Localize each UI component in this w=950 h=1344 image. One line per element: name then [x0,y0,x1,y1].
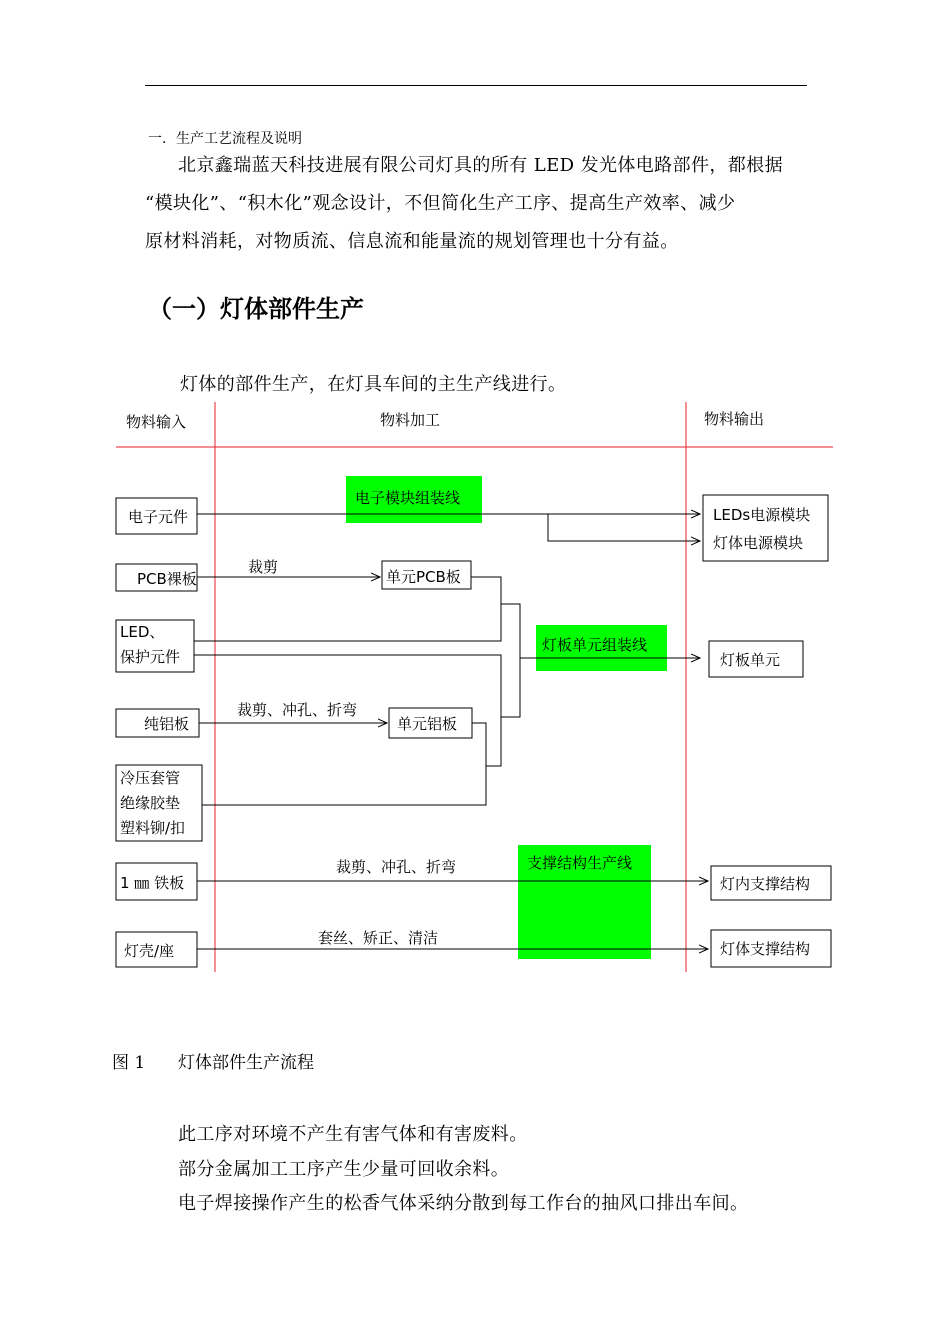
input-misc-3: 塑料铆/扣 [120,819,186,837]
figure-caption-text: 灯体部件生产流程 [178,1053,314,1073]
flow-misc [202,766,486,805]
paragraph-line-2: “模块化”、“积木化”观念设计，不但简化生产工序、提高生产效率、减少 [145,193,736,214]
header-input: 物料输入 [126,413,187,431]
paragraph-line-3: 原材料消耗，对物质流、信息流和能量流的规划管理也十分有益。 [145,231,679,252]
output-inner-support: 灯内支撑结构 [720,875,811,893]
flow-led-1 [194,604,501,641]
section-title: 一．生产工艺流程及说明 [148,131,302,147]
unit-pcb-label: 单元PCB板 [386,568,461,586]
note-3: 电子焊接操作产生的松香气体采纳分散到每工作台的抽风口排出车间。 [178,1193,749,1214]
op-cut-punch-bend-iron: 裁剪、冲孔、折弯 [336,858,457,876]
unit-al-label: 单元铝板 [397,715,458,733]
flow-electronic-body-power [548,514,700,541]
input-misc-2: 绝缘胶垫 [120,794,181,812]
input-electronic: 电子元件 [128,508,189,526]
output-body-support: 灯体支撑结构 [720,940,811,958]
panel-line-label: 灯板单元组装线 [542,636,648,654]
paragraph-line-1: 北京鑫瑞蓝天科技进展有限公司灯具的所有 LED 发光体电路部件，都根据 [178,155,783,176]
intro-text: 灯体的部件生产，在灯具车间的主生产线进行。 [180,374,567,395]
output-panel: 灯板单元 [720,651,781,669]
header-output: 物料输出 [704,410,765,428]
input-aluminum: 纯铝板 [144,715,190,733]
output-power-1: LEDs电源模块 [713,506,811,524]
flow-al-to-panel [472,717,501,766]
input-shell: 灯壳/座 [124,942,175,960]
output-power-2: 灯体电源模块 [713,534,804,552]
electronic-line-label: 电子模块组装线 [355,489,461,507]
op-cut: 裁剪 [248,558,279,576]
input-pcb: PCB裸板 [137,570,197,588]
input-led-2: 保护元件 [120,648,181,666]
subheading: （一）灯体部件生产 [148,295,364,323]
note-1: 此工序对环境不产生有害气体和有害废料。 [178,1124,528,1145]
op-cut-punch-bend-al: 裁剪、冲孔、折弯 [237,701,358,719]
header-process: 物料加工 [380,411,441,429]
note-2: 部分金属加工工序产生少量可回收余料。 [178,1159,510,1180]
input-led-1: LED、 [120,623,165,641]
op-thread-fix-clean: 套丝、矫正、清洁 [318,929,439,947]
support-line-label: 支撑结构生产线 [527,854,633,872]
input-misc-1: 冷压套管 [120,769,181,787]
input-iron: 1 ㎜ 铁板 [120,874,185,892]
flow-pcb-to-panel [471,577,520,717]
figure-caption-label: 图 1 [112,1053,146,1073]
